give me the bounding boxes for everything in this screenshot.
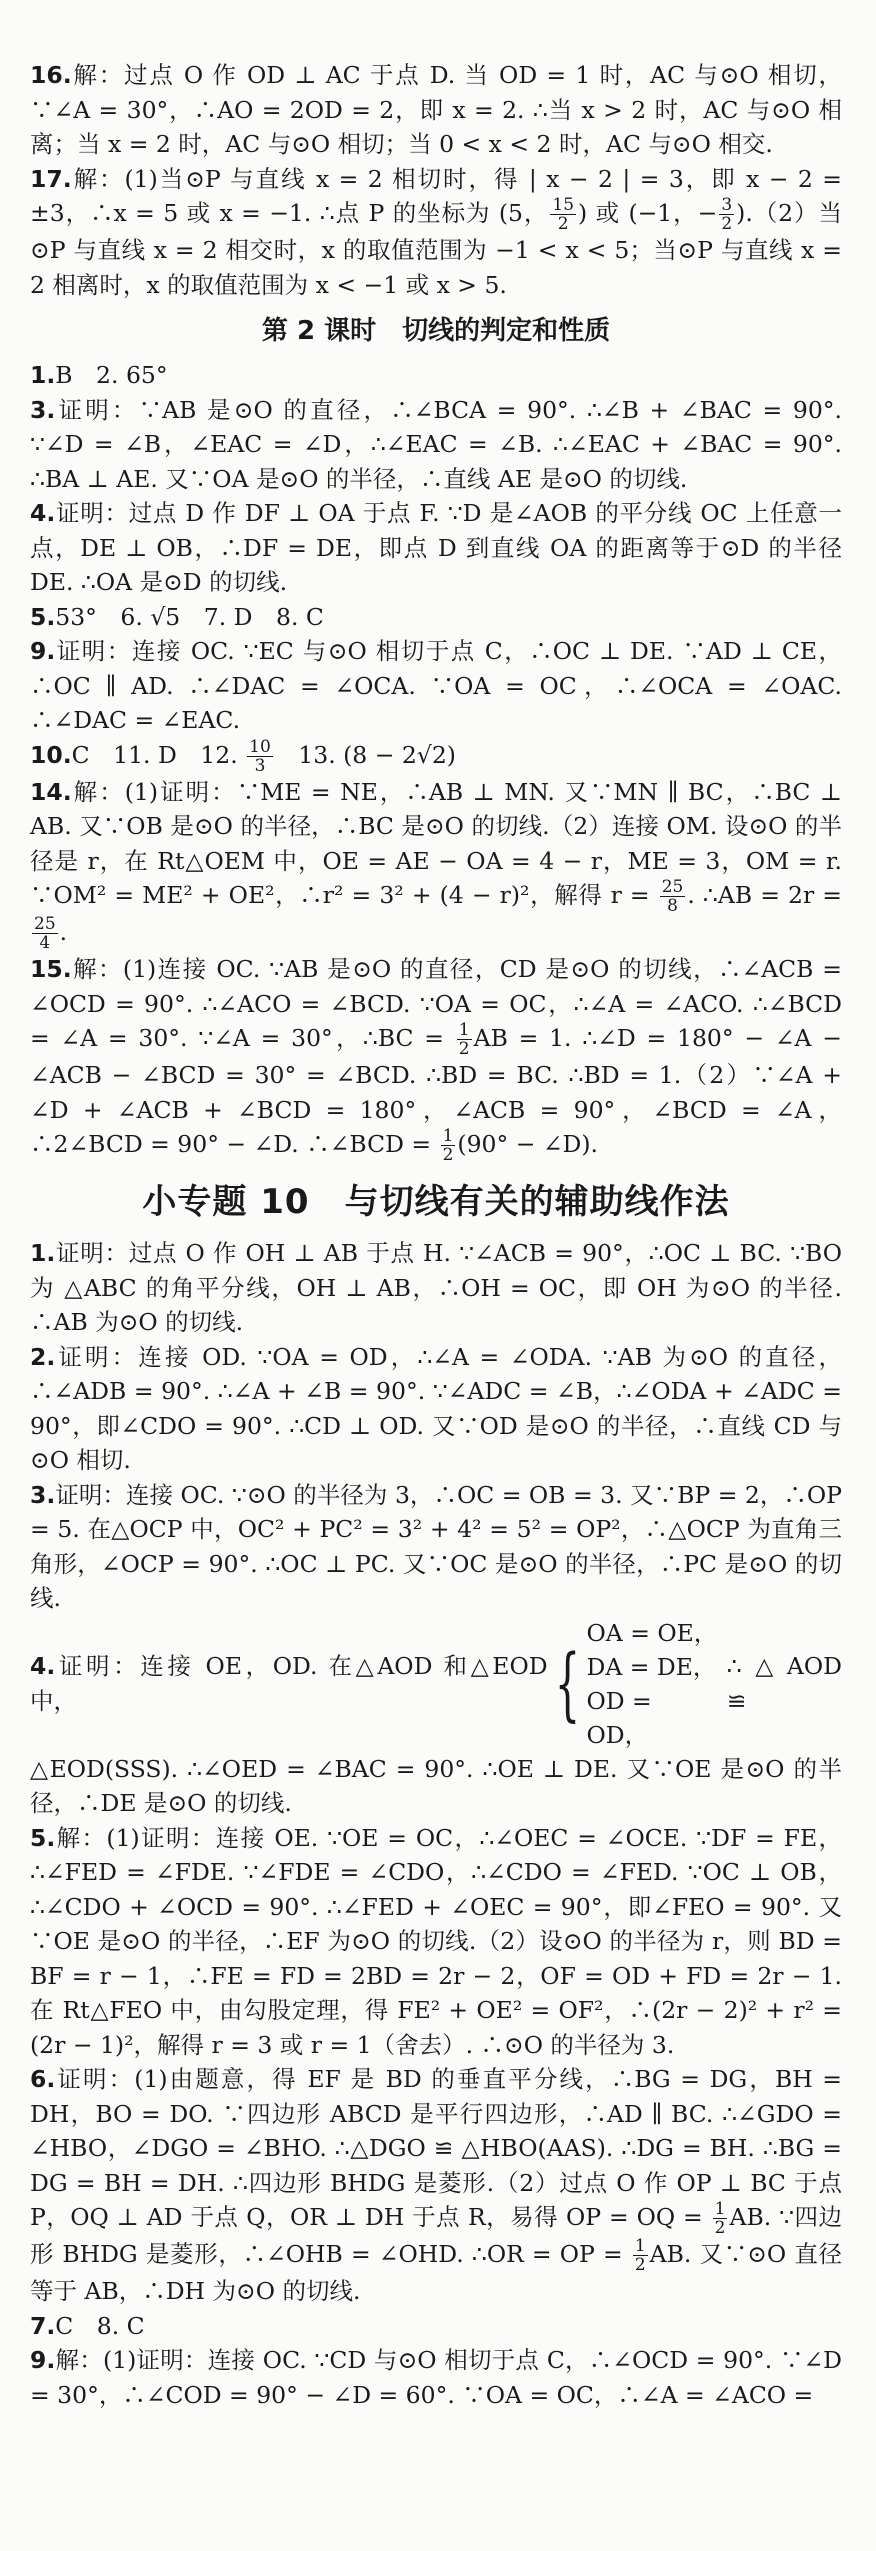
item-number: 5.: [30, 1823, 56, 1852]
fraction: [32, 915, 58, 952]
answer-text: 证明：连接 OC. ∵⊙O 的半径为 3，∴OC = OB = 3. 又∵BP = 2，∴OP = 5. 在△OCP 中，OC² + PC² = 3² + 4² = 5² = OP²，∴△OCP 为直角三角形，∠OCP = 90°. ∴OC ⊥ PC. 又∵OC 是⊙O 的半径，∴PC 是⊙O 的切线.: [30, 1480, 842, 1612]
answer-item: [30, 496, 842, 600]
answer-item: [30, 600, 842, 635]
fraction: [247, 738, 273, 775]
answer-item: [30, 1236, 842, 1340]
answer-text: 证明：连接 OD. ∵OA = OD，∴∠A = ∠ODA. ∵AB 为⊙O 的直径，∴∠ADB = 90°. ∴∠A + ∠B = 90°. ∵∠ADC = ∠B，∴∠ODA + ∠ADC = 90°，即∠CDO = 90°. ∴CD ⊥ OD. 又∵OD 是⊙O 的半径，∴直线 CD 与⊙O 相切.: [30, 1342, 842, 1474]
answer-item: [30, 775, 842, 953]
answer-item: [30, 2309, 842, 2344]
answer-text: 证明：(1)由题意，得 EF 是 BD 的垂直平分线，∴BG = DG，BH = DH，BO = DO. ∵四边形 ABCD 是平行四边形，∴AD ∥ BC. ∴∠GDO = ∠HBO，∠DGO = ∠BHO. ∴△DGO ≌ △HBO(AAS). ∴DG = BH. ∴BG = DG = BH = DH. ∴四边形 BHDG 是菱形.（2）过点 O 作 OP ⊥ BC 于点 P，OQ ⊥ AD 于点 Q，OR ⊥ DH 于点 R，易得 OP = OQ =: [30, 2065, 842, 2231]
item-number: 5.: [30, 602, 56, 631]
proof-continuation: [30, 1752, 842, 1821]
answer-item: [30, 1821, 842, 2063]
fraction-denominator: 2: [442, 1145, 454, 1165]
item-number: 3.: [30, 1480, 56, 1509]
item-number: 4.: [30, 499, 56, 527]
answer-document: [30, 58, 842, 2412]
fraction-numerator: 1: [714, 2199, 726, 2219]
answer-item: [30, 58, 842, 162]
topic-heading: 小专题 10 与切线有关的辅助线作法: [142, 1182, 730, 1222]
answer-text: 证明：过点 D 作 DF ⊥ OA 于点 F. ∵D 是∠AOB 的平分线 OC 上任意一点，DE ⊥ OB，∴DF = DE，即点 D 到直线 OA 的距离等于⊙D 的半径 DE. ∴OA 是⊙D 的切线.: [30, 499, 842, 596]
answer-text: AB. 又∵⊙O 直径等于 AB，∴DH 为⊙O 的切线.: [30, 2240, 843, 2305]
fraction: [550, 196, 576, 233]
sqrt-value: √5: [150, 602, 181, 631]
item-number: 9.: [30, 2346, 56, 2374]
item-number: 4.: [30, 1652, 56, 1680]
brace-symbol: {: [554, 1636, 580, 1730]
answer-text: ).（2）当⊙P 与直线 x = 2 相交时，x 的取值范围为 −1 < x < 5；当⊙P 与直线 x = 2 相离时，x 的取值范围为 x < −1 或 x > 5.: [30, 199, 842, 299]
proof-conclusion: [727, 1649, 842, 1718]
item-number: 1.: [30, 361, 56, 389]
answer-text: 解：(1)连接 OC. ∵AB 是⊙O 的直径，CD 是⊙O 的切线，∴∠ACB = ∠OCD = 90°. ∴∠ACO = ∠BCD. ∵OA = OC，∴∠A = ∠ACO. ∴∠BCD = ∠A = 30°. ∵∠A = 30°，∴BC =: [30, 955, 842, 1052]
fraction-denominator: 2: [634, 2255, 646, 2275]
answer-text: 证明：∵AB 是⊙O 的直径，∴∠BCA = 90°. ∴∠B + ∠BAC = 90°. ∵∠D = ∠B，∠EAC = ∠D，∴∠EAC = ∠B. ∴∠EAC + ∠BAC = 90°. ∴BA ⊥ AE. 又∵OA 是⊙O 的半径，∴直线 AE 是⊙O 的切线.: [30, 395, 842, 493]
answer-item: [30, 358, 842, 393]
fraction: [633, 2237, 648, 2274]
answer-item: [30, 1616, 842, 1821]
item-number: 14.: [30, 777, 72, 806]
proof-system-row: [30, 1616, 842, 1752]
answer-text: 解：过点 O 作 OD ⊥ AC 于点 D. 当 OD = 1 时，AC 与⊙O 相切，∵∠A = 30°，∴AO = 2OD = 2，即 x = 2. ∴当 x > 2 时，AC 与⊙O 相离；当 x = 2 时，AC 与⊙O 相切；当 0 < x < 2 时，AC 与⊙O 相交.: [30, 61, 842, 158]
answer-text: C 8. C: [55, 2311, 145, 2340]
fraction-denominator: 2: [458, 1039, 470, 1059]
system-line: OA = OE，: [586, 1618, 718, 1647]
answer-item: [30, 1478, 842, 1616]
system-line: DA = DE，: [586, 1652, 717, 1681]
item-number: 2.: [30, 1342, 56, 1371]
answer-text: 证明：连接 OC. ∵EC 与⊙O 相切于点 C，∴OC ⊥ DE. ∵AD ⊥ CE，∴OC ∥ AD. ∴∠DAC = ∠OCA. ∵OA = OC，∴∠OCA = ∠OAC. ∴∠DAC = ∠EAC.: [30, 637, 842, 734]
answer-item: [30, 634, 842, 738]
item-number: 16.: [30, 61, 72, 89]
answer-item: [30, 2062, 842, 2309]
fraction-numerator: 1: [634, 2236, 646, 2256]
item-number: 10.: [30, 740, 72, 769]
fraction-denominator: 4: [39, 933, 51, 953]
answer-item: [30, 1340, 842, 1478]
answer-text: ) 或 (−1，−: [578, 199, 718, 227]
answer-text: 解：(1)证明：连接 OE. ∵OE = OC，∴∠OEC = ∠OCE. ∵DF = FE，∴∠FED = ∠FDE. ∵∠FDE = ∠CDO，∴∠CDO = ∠FED. ∵OC ⊥ OB，∴∠CDO + ∠OCD = 90°. ∴∠FED + ∠OEC = 90°，即∠FEO = 90°. 又∵OE 是⊙O 的半径，∴EF 为⊙O 的切线.（2）设⊙O 的半径为 r，则 BD = BF = r − 1，∴FE = FD = 2BD = 2r − 2，OF = OD + FD = 2r − 1. 在 Rt△FEO 中，由勾股定理，得 FE² + OE² = OF²，∴(2r − 2)² + r² = (2r − 1)²，解得 r = 3 或 r = 1（舍去）. ∴⊙O 的半径为 3.: [30, 1823, 842, 2059]
item-number: 3.: [30, 395, 56, 424]
equation-system: [586, 1616, 720, 1752]
answer-text: 解：(1)证明：连接 OC. ∵CD 与⊙O 相切于点 C，∴∠OCD = 90°. ∵∠D = 30°，∴∠COD = 90° − ∠D = 60°. ∵OA = OC，∴∠A = ∠ACO =: [30, 2346, 842, 2409]
item-number: 9.: [30, 637, 56, 665]
answer-text: ∴△AOD ≌: [726, 1652, 842, 1715]
answer-item: [30, 738, 842, 775]
fraction-denominator: 2: [714, 2218, 726, 2238]
section-heading: 第 2 课时 切线的判定和性质: [261, 316, 611, 346]
answer-text: 解：(1)证明：∵ME = NE，∴AB ⊥ MN. 又∵MN ∥ BC，∴BC ⊥ AB. 又∵OB 是⊙O 的半径，∴BC 是⊙O 的切线.（2）连接 OM. 设⊙O 的半径是 r，在 Rt△OEM 中，OE = AE − OA = 4 − r，ME = 3，OM = r. ∵OM² = ME² + OE²，∴r² = 3² + (4 − r)²，解得 r =: [30, 777, 842, 909]
fraction-numerator: 15: [552, 195, 575, 215]
fraction-denominator: 8: [667, 896, 678, 916]
answer-item: [30, 162, 842, 303]
answer-item: [30, 2343, 842, 2412]
fraction-numerator: 10: [249, 736, 271, 757]
fraction-numerator: 25: [661, 877, 684, 897]
item-number: 15.: [30, 955, 72, 983]
fraction-denominator: 3: [254, 755, 266, 776]
fraction: [719, 196, 734, 233]
fraction-numerator: 1: [458, 1020, 470, 1040]
item-number: 17.: [30, 164, 72, 193]
answer-text: 解：(1)当⊙P 与直线 x = 2 相切时，得 | x − 2 | = 3，即 x − 2 = ±3，∴x = 5 或 x = −1. ∴点 P 的坐标为 (5，: [30, 164, 842, 227]
answer-item: [30, 393, 842, 497]
item-number: 7.: [30, 2311, 56, 2340]
answer-text: 证明：过点 O 作 OH ⊥ AB 于点 H. ∵∠ACB = 90°，∴OC ⊥ BC. ∵BO 为 △ABC 的角平分线，OH ⊥ AB，∴OH = OC，即 OH 为⊙O 的半径. ∴AB 为⊙O 的切线.: [30, 1239, 842, 1336]
item-number: 1.: [30, 1239, 56, 1267]
answer-text: (90° − ∠D).: [457, 1130, 599, 1158]
fraction-numerator: 1: [442, 1126, 454, 1146]
fraction-denominator: 2: [721, 214, 733, 234]
answer-text: AB. ∵四边形 BHDG 是菱形，∴∠OHB = ∠OHD. ∴OR = OP =: [30, 2203, 842, 2268]
answer-text: C 11. D 12.: [71, 740, 246, 769]
fraction: [457, 1021, 472, 1058]
fraction: [441, 1127, 456, 1164]
proof-lead: [30, 1649, 548, 1718]
answer-item: [30, 952, 842, 1164]
system-line: OD = OD，: [586, 1686, 652, 1749]
answer-text: B 2. 65°: [55, 361, 168, 389]
answer-text: AB = 1. ∴∠D = 180° − ∠A − ∠ACB − ∠BCD = 30° = ∠BCD. ∴BD = BC. ∴BD = 1.（2）∵∠A + ∠D + ∠ACB + ∠BCD = 180°，∠ACB = 90°，∠BCD = ∠A，∴2∠BCD = 90° − ∠D. ∴∠BCD =: [30, 1024, 842, 1158]
answer-text: . ∴AB = 2r =: [687, 881, 842, 909]
answer-text: 13. (8 − 2√2): [274, 740, 456, 769]
fraction-denominator: 2: [557, 214, 569, 234]
fraction-numerator: 3: [721, 195, 733, 215]
fraction: [660, 878, 686, 915]
answer-text: 53° 6.: [55, 602, 151, 631]
answer-text: 证明：连接 OE，OD. 在△AOD 和△EOD 中，: [30, 1652, 548, 1715]
answer-text: △EOD(SSS). ∴∠OED = ∠BAC = 90°. ∴OE ⊥ DE. 又∵OE 是⊙O 的半径，∴DE 是⊙O 的切线.: [30, 1754, 842, 1817]
answer-text: .: [59, 918, 68, 946]
fraction-numerator: 25: [34, 914, 56, 934]
fraction: [713, 2200, 728, 2237]
item-number: 6.: [30, 2065, 56, 2093]
answer-text: 7. D 8. C: [180, 602, 324, 631]
